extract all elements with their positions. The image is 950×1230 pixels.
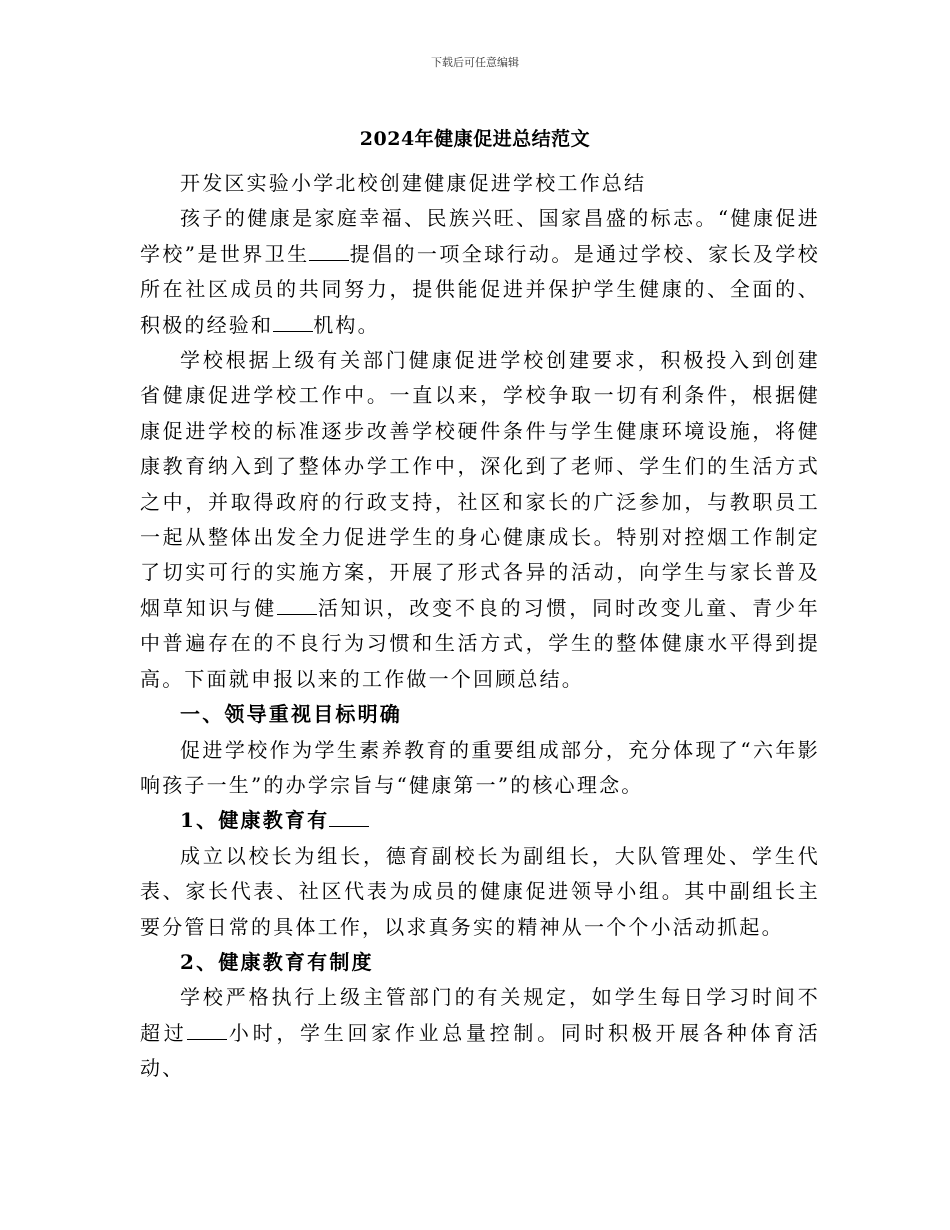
paragraph-regulations — [140, 980, 820, 1086]
heading-text: 一、领导重视目标明确 — [180, 702, 402, 727]
fill-blank — [187, 1021, 227, 1040]
paragraph-text: 小时，学生回家作业总量控制。同时积极开展各种体育活动、 — [140, 1020, 821, 1081]
paragraph-text: 促进学校作为学生素养教育的重要组成部分，充分体现了“六年影响孩子一生”的办学宗旨与“健康第一”的核心理念。 — [140, 737, 820, 797]
section-heading-1 — [140, 697, 820, 732]
paragraph-intro — [140, 201, 820, 343]
paragraph-text: 机构。 — [313, 312, 380, 337]
paragraph-text: 开发区实验小学北校创建健康促进学校工作总结 — [180, 171, 647, 195]
fill-blank — [329, 808, 369, 827]
paragraph-school-efforts — [140, 343, 820, 697]
paragraph-organization — [140, 839, 820, 945]
paragraph-text: 活知识，改变不良的习惯，同时改变儿童、青少年中普遍存在的不良行为习惯和生活方式，学生的整体健康水平得到提高。下面就申报以来的工作做一个回顾总结。 — [140, 595, 821, 691]
paragraph-text: 学校严格执行上级主管部门的有关规定，如学生每日学习时间不超过 — [140, 985, 820, 1045]
heading-text: 1、健康教育有 — [180, 808, 330, 833]
header-note: 下载后可任意编辑 — [431, 56, 519, 69]
paragraph-text: 孩子的健康是家庭幸福、民族兴旺、国家昌盛的标志。“健康促进学校”是世界卫生 — [140, 206, 820, 266]
subsection-heading-1 — [140, 803, 820, 838]
fill-blank — [273, 313, 313, 332]
fill-blank — [309, 242, 349, 261]
subsection-heading-2 — [140, 945, 820, 980]
paragraph-text: 成立以校长为组长，德育副校长为副组长，大队管理处、学生代表、家长代表、社区代表为成员的健康促进领导小组。其中副组长主要分管日常的具体工作，以求真务实的精神从一个个小活动抓起。 — [140, 843, 820, 939]
paragraph-subtitle — [140, 166, 820, 201]
paragraph-text: 提倡的一项全球行动。是通过学校、家长及学校所在社区成员的共同努力，提供能促进并保护学生健康的、全面的、积极的经验和 — [140, 241, 821, 337]
paragraph-text: 学校根据上级有关部门健康促进学校创建要求，积极投入到创建省健康促进学校工作中。一直以来，学校争取一切有利条件，根据健康促进学校的标准逐步改善学校硬件条件与学生健康环境设施，将健康教育纳入到了整体办学工作中，深化到了老师、学生们的生活方式之中，并取得政府的行政支持，社区和家长的广泛参加，与教职员工一起从整体出发全力促进学生的身心健康成长。特别对控烟工作制定了切实可行的实施方案，开展了形式各异的活动，向学生与家长普及烟草知识与健 — [140, 348, 820, 620]
document-title: 2024年健康促进总结范文 — [359, 128, 591, 150]
paragraph-leadership — [140, 733, 820, 804]
document-body — [140, 166, 820, 1087]
heading-text: 2、健康教育有制度 — [180, 949, 374, 974]
fill-blank — [277, 596, 317, 615]
